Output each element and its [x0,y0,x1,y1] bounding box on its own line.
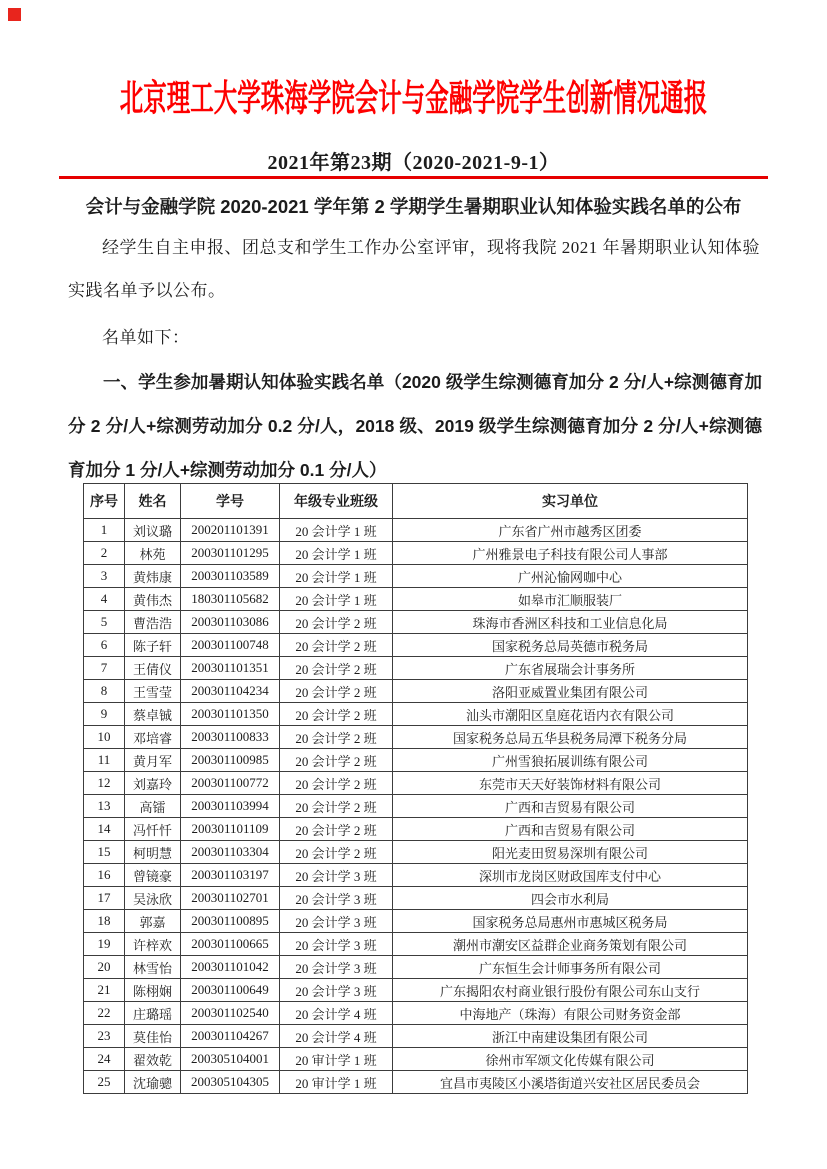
cell-class: 20 会计学 4 班 [280,1002,393,1025]
cell-unit: 四会市水利局 [393,887,748,910]
column-header-name: 姓名 [125,484,181,519]
cell-student_id: 200301101109 [181,818,280,841]
cell-name: 林苑 [125,542,181,565]
column-header-unit: 实习单位 [393,484,748,519]
cell-unit: 广东省广州市越秀区团委 [393,519,748,542]
cell-student_id: 200301103086 [181,611,280,634]
table-row [84,542,748,565]
cell-class: 20 会计学 3 班 [280,956,393,979]
table-row [84,749,748,772]
cell-class: 20 会计学 2 班 [280,703,393,726]
cell-student_id: 200301101351 [181,657,280,680]
cell-class: 20 会计学 2 班 [280,818,393,841]
cell-no: 5 [84,611,125,634]
cell-student_id: 200305104305 [181,1071,280,1094]
table-row [84,795,748,818]
cell-no: 11 [84,749,125,772]
cell-no: 24 [84,1048,125,1071]
cell-student_id: 200301103589 [181,565,280,588]
cell-name: 黄炜康 [125,565,181,588]
cell-student_id: 200301100985 [181,749,280,772]
cell-unit: 国家税务总局惠州市惠城区税务局 [393,910,748,933]
cell-unit: 珠海市香洲区科技和工业信息化局 [393,611,748,634]
cell-class: 20 会计学 2 班 [280,657,393,680]
cell-unit: 浙江中南建设集团有限公司 [393,1025,748,1048]
cell-unit: 如皋市汇顺服装厂 [393,588,748,611]
cell-no: 12 [84,772,125,795]
cell-unit: 广州沁愉网咖中心 [393,565,748,588]
cell-student_id: 200301101350 [181,703,280,726]
cell-student_id: 200301100772 [181,772,280,795]
cell-class: 20 会计学 1 班 [280,565,393,588]
table-row [84,1025,748,1048]
table-row [84,772,748,795]
cell-class: 20 会计学 2 班 [280,726,393,749]
cell-no: 15 [84,841,125,864]
cell-name: 黄月军 [125,749,181,772]
cell-unit: 阳光麦田贸易深圳有限公司 [393,841,748,864]
cell-name: 莫佳怡 [125,1025,181,1048]
cell-unit: 潮州市潮安区益群企业商务策划有限公司 [393,933,748,956]
table-row [84,979,748,1002]
cell-class: 20 会计学 3 班 [280,864,393,887]
cell-unit: 国家税务总局五华县税务局潭下税务分局 [393,726,748,749]
table-row [84,611,748,634]
issue-line: 2021年第23期（2020-2021-9-1） [267,152,560,174]
cell-class: 20 会计学 2 班 [280,634,393,657]
cell-class: 20 会计学 2 班 [280,772,393,795]
cell-student_id: 200301102540 [181,1002,280,1025]
cell-class: 20 会计学 2 班 [280,680,393,703]
cell-student_id: 200301103197 [181,864,280,887]
table-row [84,933,748,956]
cell-no: 6 [84,634,125,657]
cell-class: 20 会计学 2 班 [280,795,393,818]
cell-no: 16 [84,864,125,887]
table-row [84,1048,748,1071]
cell-class: 20 会计学 1 班 [280,588,393,611]
cell-name: 陈栩娴 [125,979,181,1002]
cell-student_id: 200301100665 [181,933,280,956]
table-row [84,1071,748,1094]
cell-no: 21 [84,979,125,1002]
cell-unit: 汕头市潮阳区皇庭花语内衣有限公司 [393,703,748,726]
table-row [84,864,748,887]
cell-name: 郭嘉 [125,910,181,933]
cell-name: 高镭 [125,795,181,818]
cell-name: 许梓欢 [125,933,181,956]
table-row [84,565,748,588]
cell-name: 刘议璐 [125,519,181,542]
cell-name: 邓培睿 [125,726,181,749]
cell-no: 18 [84,910,125,933]
cell-student_id: 200201101391 [181,519,280,542]
table-header [84,484,748,519]
practice-name-list-table [83,483,748,1094]
cell-name: 沈瑜骢 [125,1071,181,1094]
column-header-class: 年级专业班级 [280,484,393,519]
cell-name: 曹浩浩 [125,611,181,634]
cell-class: 20 会计学 2 班 [280,749,393,772]
cell-unit: 洛阳亚威置业集团有限公司 [393,680,748,703]
cell-no: 8 [84,680,125,703]
cell-no: 13 [84,795,125,818]
cell-student_id: 200301104234 [181,680,280,703]
cell-student_id: 200301100748 [181,634,280,657]
cell-no: 7 [84,657,125,680]
cell-unit: 徐州市军颂文化传媒有限公司 [393,1048,748,1071]
table-row [84,726,748,749]
table-body [84,519,748,1094]
cell-no: 17 [84,887,125,910]
cell-no: 2 [84,542,125,565]
cell-student_id: 200301100895 [181,910,280,933]
table-row [84,818,748,841]
section-heading: 会计与金融学院 2020-2021 学年第 2 学期学生暑期职业认知体验实践名单的公布 [85,196,742,217]
cell-name: 王雪莹 [125,680,181,703]
intro-paragraph: 经学生自主申报、团总支和学生工作办公室评审，现将我院 2021 年暑期职业认知体验实践名单予以公布。 [68,238,760,300]
column-header-no: 序号 [84,484,125,519]
cell-class: 20 会计学 3 班 [280,887,393,910]
cell-no: 22 [84,1002,125,1025]
table-row [84,703,748,726]
cell-student_id: 200301101042 [181,956,280,979]
table-row [84,910,748,933]
list-note: 名单如下： [102,328,190,347]
cell-class: 20 会计学 2 班 [280,841,393,864]
cell-class: 20 会计学 3 班 [280,933,393,956]
table-row [84,657,748,680]
cell-name: 冯忏忏 [125,818,181,841]
cell-unit: 广西和吉贸易有限公司 [393,795,748,818]
cell-class: 20 会计学 4 班 [280,1025,393,1048]
cell-student_id: 200301102701 [181,887,280,910]
table-row [84,519,748,542]
table-row [84,634,748,657]
cell-no: 20 [84,956,125,979]
cell-class: 20 会计学 1 班 [280,542,393,565]
cell-name: 庄璐瑶 [125,1002,181,1025]
cell-class: 20 审计学 1 班 [280,1048,393,1071]
table-row [84,1002,748,1025]
cell-unit: 东莞市天天好装饰材料有限公司 [393,772,748,795]
cell-class: 20 审计学 1 班 [280,1071,393,1094]
cell-student_id: 200301103994 [181,795,280,818]
cell-unit: 广东揭阳农村商业银行股份有限公司东山支行 [393,979,748,1002]
table-row [84,841,748,864]
red-divider-rule [59,176,768,179]
cell-student_id: 200301101295 [181,542,280,565]
cell-name: 柯明慧 [125,841,181,864]
red-corner-mark [8,8,21,21]
cell-student_id: 200301100649 [181,979,280,1002]
cell-name: 林雪怡 [125,956,181,979]
cell-name: 吴泳欣 [125,887,181,910]
table-row [84,680,748,703]
cell-unit: 广西和吉贸易有限公司 [393,818,748,841]
table-row [84,588,748,611]
cell-student_id: 200301100833 [181,726,280,749]
cell-unit: 国家税务总局英德市税务局 [393,634,748,657]
cell-no: 4 [84,588,125,611]
cell-no: 23 [84,1025,125,1048]
table-row [84,887,748,910]
cell-class: 20 会计学 3 班 [280,979,393,1002]
cell-class: 20 会计学 1 班 [280,519,393,542]
cell-unit: 深圳市龙岗区财政国库支付中心 [393,864,748,887]
cell-name: 王倩仪 [125,657,181,680]
banner-title: 北京理工大学珠海学院会计与金融学院学生创新情况通报 [119,77,708,119]
cell-student_id: 180301105682 [181,588,280,611]
cell-name: 陈子轩 [125,634,181,657]
cell-no: 25 [84,1071,125,1094]
cell-name: 刘嘉玲 [125,772,181,795]
cell-name: 蔡卓铖 [125,703,181,726]
cell-name: 翟效乾 [125,1048,181,1071]
list-heading: 一、学生参加暑期认知体验实践名单（2020 级学生综测德育加分 2 分/人+综测德育加分 2 分/人+综测劳动加分 0.2 分/人，2018 级、2019 级学生综测德育加分 2 分/人+综测德育加分 1 分/人+综测劳动加分 0.1 分/人） [68,372,762,480]
cell-unit: 广东省展瑞会计事务所 [393,657,748,680]
cell-unit: 广州雪狼拓展训练有限公司 [393,749,748,772]
cell-student_id: 200301103304 [181,841,280,864]
cell-no: 14 [84,818,125,841]
cell-unit: 广州雅景电子科技有限公司人事部 [393,542,748,565]
cell-student_id: 200301104267 [181,1025,280,1048]
column-header-student-id: 学号 [181,484,280,519]
cell-no: 19 [84,933,125,956]
table-row [84,956,748,979]
cell-no: 3 [84,565,125,588]
cell-class: 20 会计学 2 班 [280,611,393,634]
cell-no: 9 [84,703,125,726]
cell-no: 10 [84,726,125,749]
cell-name: 曾镜豪 [125,864,181,887]
cell-unit: 广东恒生会计师事务所有限公司 [393,956,748,979]
cell-unit: 中海地产（珠海）有限公司财务资金部 [393,1002,748,1025]
cell-class: 20 会计学 3 班 [280,910,393,933]
cell-student_id: 200305104001 [181,1048,280,1071]
cell-name: 黄伟杰 [125,588,181,611]
cell-no: 1 [84,519,125,542]
table-header-row [84,484,748,519]
cell-unit: 宜昌市夷陵区小溪塔街道兴安社区居民委员会 [393,1071,748,1094]
